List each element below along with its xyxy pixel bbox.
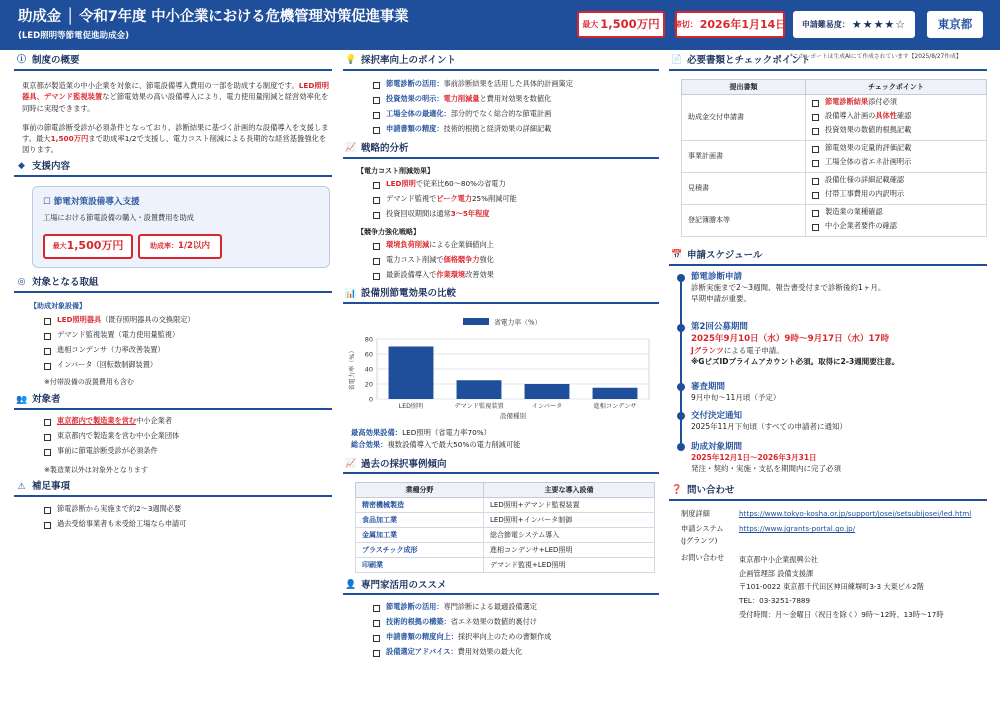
checkbox-icon <box>44 363 51 370</box>
strategy-group-2: 【競争力強化戦略】 <box>357 228 420 237</box>
schedule-step-4: 交付決定通知 2025年11月下旬頃（すべての申請者に通知） <box>691 411 847 432</box>
list-item: デマンド監視装置（電力使用量監視） <box>44 330 332 345</box>
list-item: 節電診断結果 添付必須 <box>812 97 980 111</box>
trend-icon: 📈 <box>345 458 357 469</box>
checkbox-icon <box>812 146 819 153</box>
y-tick-label: 80 <box>364 335 373 344</box>
list-item: 最新設備導入で 作業環境 改善効果 <box>373 270 659 285</box>
checkbox-icon <box>373 620 380 627</box>
list-item: 節電効果の定量的評価記載 <box>812 143 980 157</box>
support-heading: ◆ 支援内容 <box>14 161 332 177</box>
list-item: 設備導入計画の 具体性 確認 <box>812 111 980 125</box>
list-item: 事前に節電診断受診が必須条件 <box>44 446 332 461</box>
checkbox-icon <box>812 100 819 107</box>
checkbox-icon <box>373 197 380 204</box>
table-header-row: 業種分野 主要な導入設備 <box>356 483 655 498</box>
difficulty-stars: ★★★★☆ <box>851 17 907 31</box>
list-item: 東京都内で製造業を営む 中小企業者 <box>44 416 332 431</box>
checkbox-icon <box>373 635 380 642</box>
checkbox-icon <box>44 333 51 340</box>
checkbox-icon <box>373 650 380 657</box>
checkbox-icon <box>373 182 380 189</box>
program-detail-link[interactable]: https://www.tokyo-kosha.or.jp/support/josei/setsubijosei/led.html <box>739 509 972 518</box>
contact-block: 制度詳細 https://www.tokyo-kosha.or.jp/support/josei/setsubijosei/led.html 申請システム (Jグランツ) https://www.jgrants-portal.go.jp/ お問い合わせ 東京都中小企業振興公社 企画管理部 設備支援課 〒101-0022 東京都千代田区神田練塀町3-3 大東ビル2階 TEL：03-3251-7889 受付時間：月～金曜日（祝日を除く）9時～12時、13時～17時 <box>669 509 987 639</box>
strategy-heading: 📈 戦略的分析 <box>343 143 659 159</box>
checkbox-icon <box>812 114 819 121</box>
left-column <box>14 55 332 534</box>
overview-heading: ⓘ 制度の概要 <box>14 55 332 71</box>
warning-icon: ⚠ <box>17 481 26 492</box>
bar <box>457 381 502 400</box>
checkbox-icon <box>373 243 380 250</box>
calendar-icon: 📅 <box>671 250 683 261</box>
list-item: 設備選定アドバイス： 費用対効果の最大化 <box>373 647 659 662</box>
list-item: 技術的根拠の構築： 省エネ効果の数値的裏付け <box>373 617 659 632</box>
eligible-list <box>44 416 332 461</box>
experts-heading: 👤 専門家活用のススメ <box>343 579 659 595</box>
experts-list <box>373 602 659 662</box>
table-row: 見積書 設備仕様の詳細記載確認 付帯工事費用の内訳明示 <box>682 173 987 205</box>
checkbox-icon <box>44 449 51 456</box>
list-item: 過去受給事業者も未受給工場なら申請可 <box>44 519 332 534</box>
people-icon: 👥 <box>16 394 28 405</box>
checkbox-icon <box>373 82 380 89</box>
table-row: 精密機械製造 LED照明+デマンド監視装置 <box>356 498 655 513</box>
expert-icon: 👤 <box>345 579 357 590</box>
support-max-badge: 最大 1,500万円 <box>43 234 133 259</box>
x-axis-label: 設備種別 <box>500 412 526 421</box>
timeline-dot <box>677 412 685 420</box>
list-item: 投資回収期間は通常 3～5年程度 <box>373 209 659 224</box>
question-icon: ❓ <box>671 485 683 496</box>
list-item: インバータ（回転数制御装置） <box>44 360 332 375</box>
list-item: LED照明器具 （既存照明器具の交換限定） <box>44 315 332 330</box>
timeline-dot <box>677 274 685 282</box>
schedule-timeline <box>669 271 987 481</box>
table-row: プラスチック成形 進相コンデンサ+LED照明 <box>356 543 655 558</box>
checkbox-icon <box>812 128 819 135</box>
list-item: 工場全体の最適化： 部分的でなく総合的な節電計画 <box>373 109 659 124</box>
header-bar <box>0 0 1000 50</box>
chart-summary-1: 最高効果設備：LED照明（省電力率70%） <box>351 428 491 438</box>
table-row: 食品加工業 LED照明+インバータ制御 <box>356 513 655 528</box>
list-item: 工場全体の省エネ計画明示 <box>812 157 980 171</box>
table-row: 事業計画書 節電効果の定量的評価記載 工場全体の省エネ計画明示 <box>682 141 987 173</box>
x-tick-label: インバータ <box>531 403 563 411</box>
docs-heading: 📄 必要書類とチェックポイント <box>669 55 987 71</box>
bar <box>525 384 570 399</box>
list-item: デマンド監視で ピーク電力 25%削減可能 <box>373 194 659 209</box>
deadline-badge: 締切： 2026年1月14日 <box>675 11 785 38</box>
checkbox-icon <box>373 212 380 219</box>
schedule-step-5: 助成対象期間 2025年12月1日～2026年3月31日 発注・契約・実施・支払を期間内に完了必須 <box>691 442 841 474</box>
list-item: LED照明 で従来比60～80%の省電力 <box>373 179 659 194</box>
y-tick-label: 60 <box>364 350 373 359</box>
support-rate-badge: 助成率： 1/2以内 <box>138 234 222 259</box>
bar-chart-icon: 📊 <box>345 288 357 299</box>
lightbulb-icon: 💡 <box>345 55 357 66</box>
list-item: 投資効果の明示： 電力削減量 と費用対効果を数値化 <box>373 94 659 109</box>
chart-line-icon: 📈 <box>345 143 357 154</box>
list-item: 東京都内で製造業を営む中小企業団体 <box>44 431 332 446</box>
targets-list <box>44 315 332 375</box>
contact-heading: ❓ 問い合わせ <box>669 485 987 501</box>
y-tick-label: 40 <box>364 365 373 374</box>
target-icon: ◎ <box>17 277 26 288</box>
strategy-group-1: 【電力コスト削減効果】 <box>357 167 434 175</box>
checkbox-icon <box>812 178 819 185</box>
list-item: 申請書類の精度向上： 採択率向上のための書類作成 <box>373 632 659 647</box>
bar <box>593 388 638 399</box>
checkbox-icon <box>44 318 51 325</box>
strategy-list-2 <box>373 240 659 285</box>
handshake-icon: ◆ <box>18 161 25 172</box>
list-item: 進相コンデンサ（力率改善装置） <box>44 345 332 360</box>
region-badge: 東京都 <box>927 11 983 38</box>
timeline-line <box>680 277 682 449</box>
overview-paragraph-1: 東京都が製造業の中小企業を対象に、節電設備導入費用の一部を助成する制度です。LED照明器具、デマンド監視装置など節電効果の高い設備導入により、電力使用量削減と経営効率化を同時に実現できます。 <box>22 81 329 113</box>
support-box-title: ☐ 節電対策設備導入支援 <box>43 196 140 207</box>
eligible-heading: 👥 対象者 <box>14 394 332 410</box>
bar <box>389 347 434 400</box>
checkbox-icon <box>812 210 819 217</box>
legend-swatch <box>463 318 489 325</box>
savings-bar-chart <box>343 307 659 423</box>
points-list <box>373 79 659 139</box>
checkbox-icon <box>373 605 380 612</box>
x-tick-label: 進相コンデンサ <box>593 403 637 411</box>
difficulty-badge: 申請難易度： ★★★★☆ <box>793 11 915 38</box>
ai-note: *このレポートは生成AIにて作成されています【2025/8/27作成】 <box>790 54 962 60</box>
eligible-note: ※製造業以外は対象外となります <box>44 466 148 475</box>
checkbox-icon <box>44 434 51 441</box>
support-box <box>32 186 330 268</box>
page-title: 助成金 │ 令和7年度 中小企業における危機管理対策促進事業 <box>18 9 409 25</box>
schedule-step-3: 審査期間 9月中旬～11月頃（予定） <box>691 382 781 403</box>
max-amount-badge: 最大 1,500万円 <box>577 11 665 38</box>
list-item: 節電診断の活用： 専門診断による最適設備選定 <box>373 602 659 617</box>
list-item: 投資効果の数値的根拠記載 <box>812 125 980 139</box>
supplement-list <box>44 504 332 534</box>
list-item: 申請書類の精度： 技術的根拠と経済効果の詳細記載 <box>373 124 659 139</box>
checkbox-icon <box>812 224 819 231</box>
list-item: 節電診断の活用： 事前診断結果を活用した具体的計画策定 <box>373 79 659 94</box>
y-tick-label: 0 <box>368 395 373 404</box>
middle-column <box>343 55 659 662</box>
checkbox-icon <box>373 258 380 265</box>
checkbox-icon <box>44 522 51 529</box>
info-icon: ⓘ <box>16 55 26 66</box>
chart-heading: 📊 設備別節電効果の比較 <box>343 288 659 304</box>
overview-paragraph-2: 事前の節電診断受診が必須条件となっており、診断結果に基づく計画的な設備導入を支援します。最大1,500万円まで助成率1/2で支援し、電力コスト削減による長期的な経営基盤強化を図ります。 <box>22 122 329 155</box>
supplement-heading: ⚠ 補足事項 <box>14 481 332 497</box>
targets-subheading: 【助成対象設備】 <box>30 301 86 310</box>
checkbox-icon <box>812 192 819 199</box>
chart-summary-2: 総合効果：複数設備導入で最大50%の電力削減可能 <box>351 439 521 449</box>
points-heading: 💡 採択率向上のポイント <box>343 55 659 71</box>
jgrants-link[interactable]: https://www.jgrants-portal.go.jp/ <box>739 524 856 533</box>
y-axis-label: 省電力率（%） <box>349 347 356 391</box>
targets-note: ※付帯設備の設置費用も含む <box>44 377 134 386</box>
schedule-heading: 📅 申請スケジュール <box>669 250 987 266</box>
document-icon: 📄 <box>671 55 683 66</box>
list-item: 中小企業者要件の確認 <box>812 221 980 235</box>
cases-heading: 📈 過去の採択事例傾向 <box>343 458 659 474</box>
checkbox-icon <box>373 112 380 119</box>
checkbox-icon <box>44 419 51 426</box>
checkbox-icon <box>373 127 380 134</box>
strategy-list-1 <box>373 179 659 224</box>
x-tick-label: LED照明 <box>398 403 424 411</box>
targets-heading: ◎ 対象となる取組 <box>14 277 332 293</box>
checkbox-icon <box>373 273 380 280</box>
list-item: 節電診断から実施まで約2～3週間必要 <box>44 504 332 519</box>
list-item: 製造業の業種確認 <box>812 207 980 221</box>
table-header-row: 提出書類 チェックポイント <box>682 80 987 95</box>
list-item: 設備仕様の詳細記載確認 <box>812 175 980 189</box>
table-row: 印刷業 デマンド監視+LED照明 <box>356 558 655 573</box>
checkbox-icon <box>373 97 380 104</box>
contact-address: 東京都中小企業振興公社 企画管理部 設備支援課 〒101-0022 東京都千代田区神田練塀町3-3 大東ビル2階 TEL：03-3251-7889 受付時間：月～金曜日（祝日を除く）9時～12時、13時～17時 <box>739 555 944 619</box>
timeline-dot <box>677 324 685 332</box>
cases-table <box>355 482 655 573</box>
checkbox-icon <box>44 507 51 514</box>
y-tick-label: 20 <box>364 380 373 389</box>
table-row: 登記簿謄本等 製造業の業種確認 中小企業者要件の確認 <box>682 205 987 237</box>
page-subtitle: (LED照明等節電促進助成金) <box>18 31 130 41</box>
support-box-text: 工場における節電設備の購入・設置費用を助成 <box>43 212 194 222</box>
right-column <box>669 55 987 639</box>
legend-label: 省電力率（%） <box>494 318 542 327</box>
schedule-step-2: 第2回公募期間 2025年9月10日（水）9時～9月17日（水）17時 Jグランツによる電子申請。 ※GビズIDプライムアカウント必須。取得に2-3週間要注意。 <box>691 322 900 366</box>
list-item: 電力コスト削減で 価格競争力 強化 <box>373 255 659 270</box>
list-item: 付帯工事費用の内訳明示 <box>812 189 980 203</box>
schedule-step-1: 節電診断申請 診断実施まで2～3週間、報告書受付まで診断後約1ヶ月。 早期申請が重要。 <box>691 272 886 304</box>
x-tick-label: デマンド監視装置 <box>454 403 504 411</box>
table-row: 助成金交付申請書 節電診断結果 添付必須 設備導入計画の 具体性 確認 投資効果の数値的根拠記載 <box>682 95 987 141</box>
checkbox-icon <box>44 348 51 355</box>
checkbox-icon <box>812 160 819 167</box>
timeline-dot <box>677 383 685 391</box>
docs-table <box>681 79 987 237</box>
table-row: 金属加工業 総合節電システム導入 <box>356 528 655 543</box>
timeline-dot <box>677 443 685 451</box>
list-item: 環境負荷削減 による企業価値向上 <box>373 240 659 255</box>
